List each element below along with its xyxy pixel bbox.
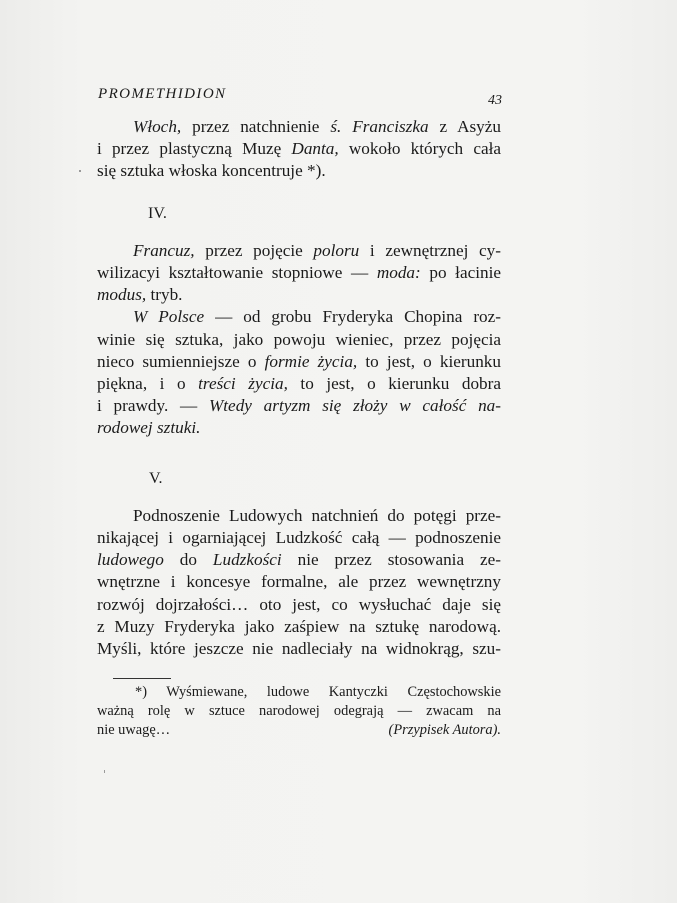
text-line (97, 284, 501, 306)
page-number: 43 (488, 93, 502, 108)
emphasis: Danta, (291, 139, 339, 159)
text-line: Podnoszenie Ludowych natchnień do potęgi prze- (133, 505, 501, 525)
text-line (97, 395, 501, 417)
margin-mark (104, 770, 105, 773)
emphasis: formie życia, (264, 351, 358, 371)
paragraph-italy (97, 116, 501, 183)
text-run: nieco sumienniejsze o (97, 351, 265, 371)
text-line (97, 417, 501, 439)
emphasis: poloru (313, 240, 360, 260)
section-heading-iv: IV. (148, 204, 167, 222)
emphasis: Wtedy artyzm się złoży w całość na- (208, 396, 501, 416)
main-text (97, 116, 501, 660)
footnote-line: ważną rolę w sztuce narodowej odegrają — zwacam na (97, 702, 501, 719)
emphasis: Francuz, (133, 240, 195, 260)
text-line: rozwój dojrzałości… oto jest, co wysłuchać daje się (97, 594, 501, 614)
text-line: nikającej i ogarniającej Ludzkość całą — podnoszenie (97, 528, 501, 548)
emphasis: Włoch, (133, 117, 182, 136)
text-run: — od grobu Fryderyka Chopina roz- (204, 307, 501, 327)
margin-mark (79, 170, 81, 172)
footnote-attribution: (Przypisek Autora). (388, 721, 501, 738)
text-run: do (163, 550, 213, 570)
text-run: przez pojęcie (194, 240, 314, 260)
footnote-line: *) Wyśmiewane, ludowe Kantyczki Częstochowskie (135, 684, 501, 700)
text-run: przez natchnienie (181, 117, 331, 136)
emphasis: ludowego (97, 550, 164, 570)
emphasis: rodowej sztuki. (97, 418, 201, 438)
text-line (97, 351, 501, 373)
text-line: winie się sztuka, jako powoju wieniec, przez pojęcia (97, 329, 501, 349)
text-line: wnętrzne i koncesye formalne, ale przez wewnętrzny (97, 572, 501, 592)
footnote-text: nie uwagę… (97, 721, 171, 738)
text-line (97, 116, 501, 138)
emphasis: W Polsce (133, 307, 205, 327)
emphasis: moda: (376, 263, 421, 283)
text-run: wilizacyi kształtowanie stopniowe — (97, 263, 377, 283)
section-heading-v: V. (149, 469, 163, 487)
text-run: nie przez stosowania ze- (281, 550, 502, 570)
emphasis: ś. Franciszka (330, 117, 429, 136)
text-run: i zewnętrznej cy- (359, 240, 501, 260)
text-line (97, 373, 501, 395)
text-run: i prawdy. — (97, 396, 209, 416)
text-line: Myśli, które jeszcze nie nadleciały na widnokrąg, szu- (97, 639, 501, 659)
footnote-divider (113, 678, 171, 679)
text-run: piękna, i o (97, 374, 199, 394)
text-run: tryb. (146, 285, 183, 305)
text-line (97, 240, 501, 262)
text-run: po łacinie (420, 263, 501, 283)
page-header (98, 86, 502, 110)
text-run: z Asyżu (428, 117, 501, 136)
paragraph-france (97, 240, 501, 307)
emphasis: modus, (97, 285, 147, 305)
text-run: to jest, o kierunku dobra (287, 374, 502, 394)
emphasis: Ludzkości (212, 550, 282, 570)
text-line (97, 549, 501, 571)
paragraph-poland (97, 306, 501, 439)
text-line (97, 138, 501, 160)
running-title: PROMETHIDION (98, 86, 227, 102)
text-line: z Muzy Fryderyka jako zaśpiew na sztukę narodową. (97, 616, 501, 636)
text-run: to jest, o kierunku (357, 351, 501, 371)
text-run: i przez plastyczną Muzę (97, 139, 292, 159)
footnote (97, 683, 501, 739)
text-line (97, 306, 501, 328)
text-line: się sztuka włoska koncentruje *). (97, 161, 326, 181)
emphasis: treści życia, (198, 374, 288, 394)
footnote-line (97, 721, 501, 740)
paragraph-folk-inspiration (97, 505, 501, 660)
text-line (97, 262, 501, 284)
text-run: wokoło których cała (338, 139, 501, 159)
